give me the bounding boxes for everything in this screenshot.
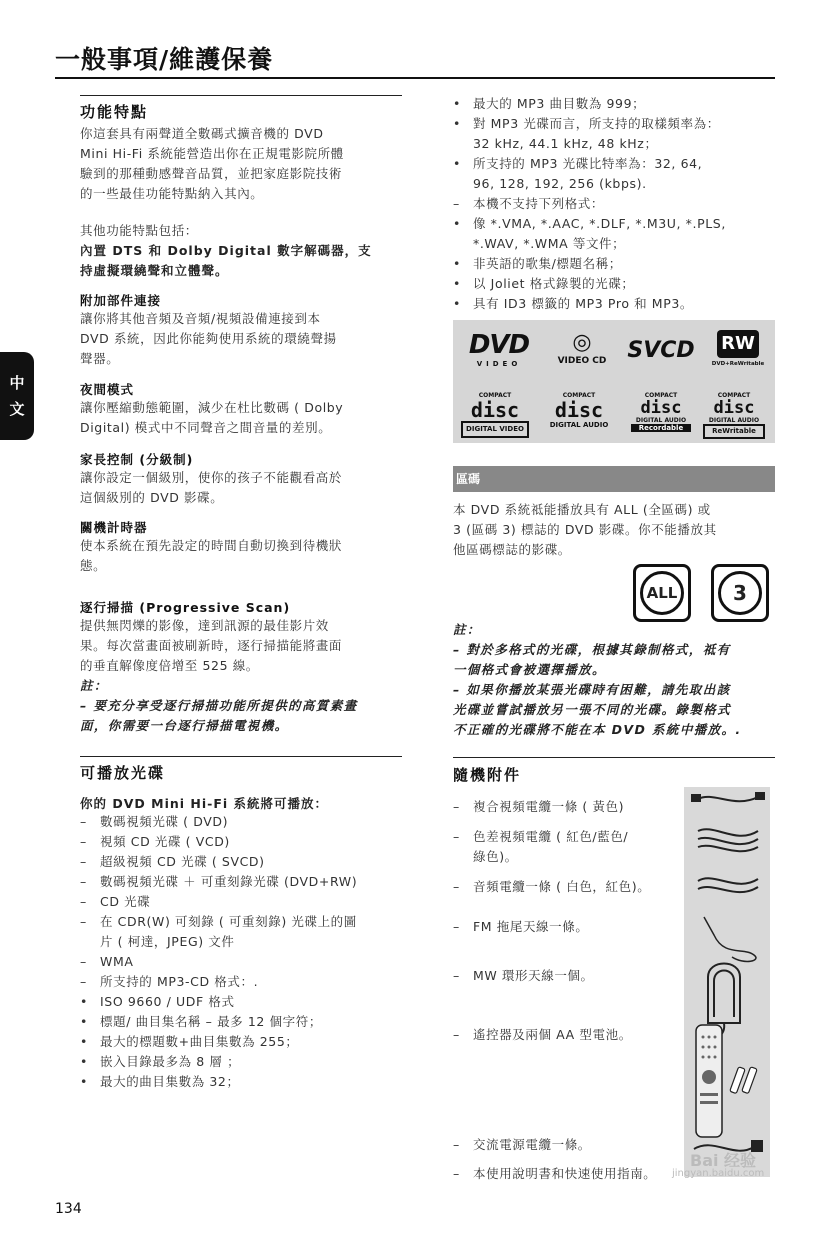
- text-line: 讓你將其他音頻及音頻/視頻設備連接到本: [80, 311, 321, 326]
- accessories-list: [453, 797, 683, 817]
- region-text: [453, 500, 783, 560]
- list-item: – 數碼視頻光碟 ＋ 可重刻錄光碟 (DVD+RW): [80, 874, 358, 889]
- list-item: • 所支持的 MP3 光碟比特率為：32, 64,: [453, 156, 703, 171]
- section-rule: [453, 757, 775, 758]
- features-intro: [80, 124, 405, 204]
- title-rule: [55, 77, 775, 79]
- text-line: 使本系統在預先設定的時間自動切換到待機狀: [80, 538, 343, 553]
- region-all-icon: [633, 564, 691, 622]
- list-item: – MW 環形天線一個。: [453, 968, 594, 983]
- list-item: • 具有 ID3 標籤的 MP3 Pro 和 MP3。: [453, 296, 693, 311]
- text-line: 驗到的那種動感聲音品質，並把家庭影院技術: [80, 166, 343, 181]
- watermark-url: jingyan.baidu.com: [672, 1168, 765, 1179]
- list-item: – 視頻 CD 光碟 ( VCD): [80, 834, 230, 849]
- note-line: 一個格式會被選擇播放。: [453, 662, 606, 677]
- feature-title: 家長控制 (分級制): [80, 452, 194, 467]
- component-cable-icon: [698, 829, 758, 851]
- accessories-list: [453, 1025, 683, 1045]
- list-item: 96, 128, 192, 256 (kbps).: [473, 176, 647, 191]
- list-item: *.WAV, *.WMA 等文件；: [473, 236, 626, 251]
- disc-logos-panel: [453, 320, 775, 443]
- dvd-logo-sub: VIDEO: [476, 360, 522, 368]
- text-line: 果。每次當畫面被刷新時，逐行掃描能將畫面: [80, 638, 343, 653]
- globe-icon: 3: [718, 571, 762, 615]
- text-line: 讓你壓縮動態範圍，減少在杜比數碼 ( Dolby: [80, 400, 344, 415]
- list-item: • ISO 9660 / UDF 格式: [80, 994, 235, 1009]
- list-item: – WMA: [80, 954, 134, 969]
- accessories-list: [453, 917, 683, 937]
- video-cd-logo: [551, 330, 613, 366]
- dts-feature: [80, 241, 405, 281]
- text-line: 內置 DTS 和 Dolby Digital 數字解碼器，支: [80, 243, 372, 258]
- audio-cable-icon: [698, 878, 758, 892]
- list-item: • 最大的曲目集數為 32；: [80, 1074, 240, 1089]
- accessories-heading: 隨機附件: [453, 766, 522, 784]
- text-line: 態。: [80, 558, 107, 573]
- feature-title: 逐行掃描 (Progressive Scan): [80, 600, 291, 615]
- composite-cable-icon: [692, 793, 764, 801]
- section-rule: [80, 756, 402, 757]
- list-item: – 色差視頻電纜 ( 紅色/藍色/: [453, 829, 629, 844]
- text-line: Mini Hi-Fi 系統能營造出你在正規電影院所體: [80, 146, 344, 161]
- accessories-list: [453, 1135, 693, 1155]
- note-line: 光碟並嘗試播放另一張不同的光碟。錄製格式: [453, 702, 732, 717]
- note-label: 註：: [453, 622, 481, 637]
- note-line: – 要充分享受逐行掃描功能所提供的高質素畫: [80, 698, 358, 713]
- accessories-list: [453, 966, 683, 986]
- fm-antenna-icon: [704, 917, 756, 961]
- playable-subtitle: 你的 DVD Mini Hi-Fi 系統將可播放：: [80, 796, 328, 811]
- text-line: DVD 系統，因此你能夠使用系統的環繞聲揚: [80, 331, 337, 346]
- language-tab-char: 中: [9, 374, 25, 392]
- disc-wordmark: disc: [640, 398, 682, 418]
- compact-disc-digital-video-logo: COMPACT disc DIGITAL VIDEO: [461, 392, 529, 438]
- feature-title: 關機計時器: [80, 520, 148, 535]
- globe-icon: ALL: [640, 571, 684, 615]
- list-item: – 本使用說明書和快速使用指南。: [453, 1166, 657, 1181]
- text-line: 提供無閃爍的影像，達到訊源的最佳影片效: [80, 618, 329, 633]
- list-item: 32 kHz, 44.1 kHz, 48 kHz；: [473, 136, 658, 151]
- note-label: 註：: [80, 678, 108, 693]
- list-item: – 在 CDR(W) 可刻錄 ( 可重刻錄) 光碟上的圖: [80, 914, 357, 929]
- list-item: – CD 光碟: [80, 894, 151, 909]
- list-item: • 最大的標題數+曲目集數為 255；: [80, 1034, 299, 1049]
- text-line: Digital) 模式中不同聲音之間音量的差別。: [80, 420, 332, 435]
- accessories-list: [453, 827, 683, 867]
- accessories-icons: [684, 787, 770, 1177]
- compact-disc-rewritable-logo: COMPACT disc DIGITAL AUDIO ReWritable: [703, 392, 765, 439]
- list-item: • 最大的 MP3 曲目數為 999；: [453, 96, 646, 111]
- list-item: 綠色)。: [473, 849, 518, 864]
- remote-control-icon: [696, 1025, 722, 1137]
- text-line: 持虛擬環繞聲和立體聲。: [80, 263, 229, 278]
- text-line: 聲器。: [80, 351, 120, 366]
- list-item: – FM 拖尾天線一條。: [453, 919, 589, 934]
- other-features-label: 其他功能特點包括：: [80, 223, 198, 238]
- feature-item: [80, 518, 405, 576]
- list-item: • 標題/ 曲目集名稱 – 最多 12 個字符；: [80, 1014, 322, 1029]
- list-item: – 所支持的 MP3-CD 格式：.: [80, 974, 259, 989]
- region-notes: [453, 620, 783, 740]
- list-item: • 非英語的歌集/標題名稱；: [453, 256, 622, 271]
- note-line: – 對於多格式的光碟，根據其錄制格式，祗有: [453, 642, 731, 657]
- list-item: – 本機不支持下列格式：: [453, 196, 605, 211]
- region-code-bar: 區碼: [453, 466, 775, 492]
- svcd-logo: SVCD: [627, 338, 695, 363]
- rw-logo-sub: DVD+ReWritable: [711, 361, 765, 367]
- feature-title: 附加部件連接: [80, 293, 162, 308]
- feature-title: 夜間模式: [80, 382, 135, 397]
- list-item: – 遙控器及兩個 AA 型電池。: [453, 1027, 632, 1042]
- watermark: Bai 经验: [690, 1151, 757, 1170]
- page-number: 134: [55, 1201, 82, 1217]
- feature-item: [80, 380, 405, 438]
- compact-disc-recordable-logo: COMPACT disc DIGITAL AUDIO Recordable: [631, 392, 691, 432]
- list-item: • 嵌入目錄最多為 8 層 ；: [80, 1054, 241, 1069]
- language-tab: [0, 352, 34, 440]
- list-item: – 音頻電纜一條 ( 白色，紅色)。: [453, 879, 651, 894]
- list-item: – 超級視頻 CD 光碟 ( SVCD): [80, 854, 265, 869]
- note-line: 不正確的光碟將不能在本 DVD 系統中播放。.: [453, 722, 742, 737]
- accessories-illustration: [684, 787, 770, 1177]
- battery-icon: [730, 1067, 757, 1094]
- feature-item: [80, 291, 405, 369]
- note-line: – 如果你播放某張光碟時有困難，請先取出該: [453, 682, 731, 697]
- text-line: 他區碼標誌的影碟。: [453, 542, 571, 557]
- accessories-list: [453, 877, 693, 897]
- text-line: 的一些最佳功能特點納入其內。: [80, 186, 264, 201]
- feature-item: [80, 450, 405, 508]
- disc-wordmark: disc: [713, 398, 755, 418]
- dvd-video-logo: [461, 330, 537, 368]
- list-item: • 像 *.VMA, *.AAC, *.DLF, *.M3U, *.PLS,: [453, 216, 726, 231]
- rw-logo-text: RW: [717, 330, 759, 358]
- list-item: – 複合視頻電纜一條 ( 黃色): [453, 799, 625, 814]
- list-item: • 以 Joliet 格式錄製的光碟；: [453, 276, 635, 291]
- page-title: 一般事項/維護保養: [55, 45, 274, 74]
- language-tab-char: 文: [9, 400, 25, 418]
- features-heading: 功能特點: [80, 103, 149, 121]
- playable-list: [80, 812, 410, 1092]
- format-list: [453, 94, 783, 314]
- list-item: – 數碼視頻光碟 ( DVD): [80, 814, 229, 829]
- disc-wordmark: disc: [470, 398, 520, 422]
- text-line: 這個級別的 DVD 影碟。: [80, 490, 224, 505]
- dvd-logo-text: DVD: [468, 330, 530, 360]
- list-item: – 交流電源電纜一條。: [453, 1137, 591, 1152]
- note-line: 面，你需要一台逐行掃描電視機。: [80, 718, 289, 733]
- text-line: 讓你設定一個級別，使你的孩子不能觀看高於: [80, 470, 343, 485]
- video-cd-label: VIDEO CD: [557, 356, 607, 366]
- region-3-icon: [711, 564, 769, 622]
- text-line: 本 DVD 系統祗能播放具有 ALL (全區碼) 或: [453, 502, 711, 517]
- text-line: 你這套具有兩聲道全數碼式擴音機的 DVD: [80, 126, 324, 141]
- progressive-scan-feature: [80, 598, 408, 736]
- dvd-rw-logo: [708, 330, 768, 367]
- text-line: 的垂直解像度倍增至 525 線。: [80, 658, 259, 673]
- disc-wordmark: disc: [554, 398, 604, 422]
- playable-heading: 可播放光碟: [80, 764, 166, 782]
- compact-disc-digital-audio-logo: COMPACT disc DIGITAL AUDIO: [545, 392, 613, 429]
- list-item: 片 ( 柯達，JPEG) 文件: [100, 934, 235, 949]
- disc-icon: ◎: [572, 330, 592, 355]
- list-item: • 對 MP3 光碟而言，所支持的取樣頻率為：: [453, 116, 720, 131]
- text-line: 3 (區碼 3) 標誌的 DVD 影碟。你不能播放其: [453, 522, 717, 537]
- section-rule: [80, 95, 402, 96]
